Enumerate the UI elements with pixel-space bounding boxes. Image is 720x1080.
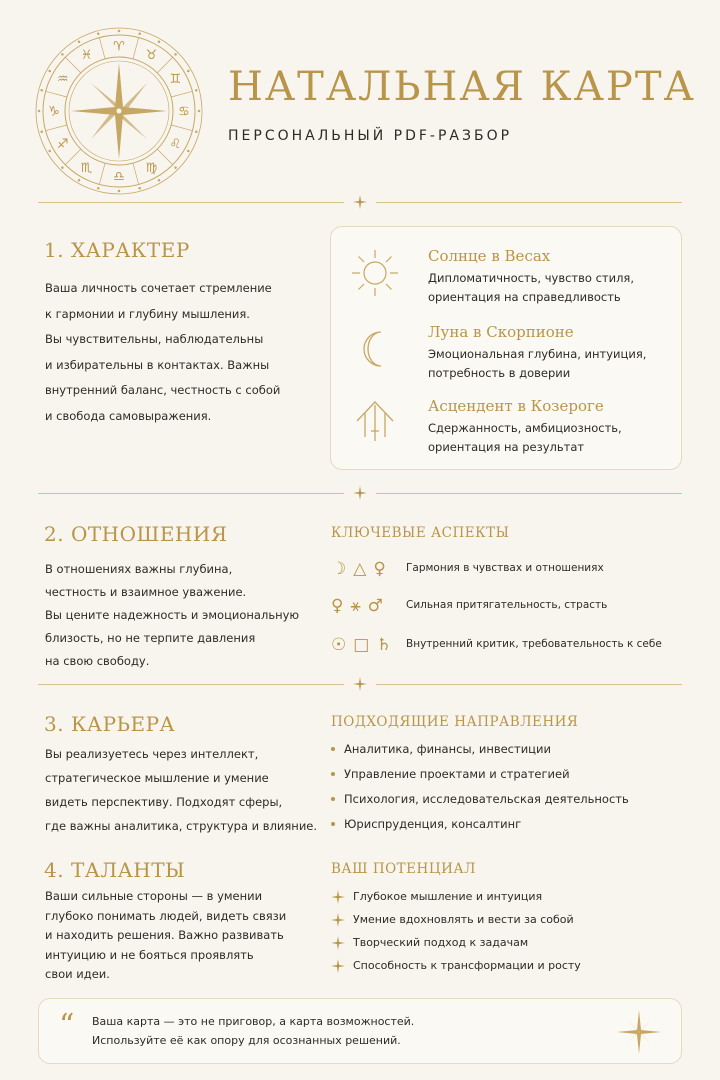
sparkle-icon <box>331 936 345 950</box>
placement-name: Солнце в Весах <box>428 247 551 265</box>
aspect-text: Внутренний критик, требовательность к себе <box>406 638 662 650</box>
character-title: 1. ХАРАКТЕР <box>44 238 190 262</box>
zodiac-sign-icon: ♑ <box>48 104 60 120</box>
placement-ascendant <box>331 397 683 461</box>
aspect-text: Сильная притягательность, страсть <box>406 599 608 611</box>
potential-list <box>331 889 581 981</box>
bullet-icon <box>331 822 335 826</box>
quote-box <box>38 998 682 1064</box>
placement-name: Асцендент в Козероге <box>428 397 604 415</box>
list-item: Управление проектами и стратегией <box>331 766 629 791</box>
placement-moon <box>331 323 683 387</box>
character-text: Ваша личность сочетает стремление к гармонии и глубину мышления. Вы чувствительны, наблюдательны и избирательны в контактах. Важны внутренний баланс, честность с собой и свобода самовыражения. <box>45 281 281 423</box>
career-title: 3. КАРЬЕРА <box>44 712 176 736</box>
bullet-icon <box>331 747 335 751</box>
aspect-symbols: ☽ △ ♀ <box>331 559 386 579</box>
aspect-row <box>331 634 683 656</box>
moon-icon <box>349 323 401 375</box>
zodiac-sign-icon: ♉ <box>145 48 158 64</box>
sparkle-icon <box>331 913 345 927</box>
zodiac-sign-icon: ♐ <box>56 137 69 152</box>
aspect-row <box>331 558 683 580</box>
placements-card <box>330 226 682 470</box>
section-divider <box>38 195 682 209</box>
talents-text: Ваши сильные стороны — в умении глубоко понимать людей, видеть связи и находить решения. Важно развивать интуицию и не бояться проявлять свои идеи. <box>45 889 287 981</box>
aspect-row <box>331 595 683 617</box>
placement-description: Сдержанность, амбициозность, ориентация на результат <box>428 421 622 454</box>
career-text: Вы реализуетесь через интеллект, стратегическое мышление и умение видеть перспективу. Подходят сферы, где важны аналитика, структура и влияние. <box>45 747 318 833</box>
list-item: Глубокое мышление и интуиция <box>331 889 581 912</box>
sun-icon <box>349 247 401 299</box>
placement-description: Дипломатичность, чувство стиля, ориентация на справедливость <box>428 271 635 304</box>
zodiac-sign-icon: ♒ <box>56 72 69 87</box>
bullet-icon <box>331 772 335 776</box>
ascendant-icon <box>349 397 401 449</box>
relationships-title: 2. ОТНОШЕНИЯ <box>44 522 228 546</box>
sparkle-icon <box>353 677 367 691</box>
zodiac-sign-icon: ♍ <box>145 160 158 176</box>
sparkle-icon <box>331 959 345 973</box>
zodiac-sign-icon: ♌ <box>169 137 182 152</box>
zodiac-sign-icon: ♏ <box>80 160 93 176</box>
aspect-symbols: ☉ □ ♄ <box>331 635 392 655</box>
zodiac-wheel-icon <box>34 26 204 196</box>
page-title: НАТАЛЬНАЯ КАРТА <box>228 64 696 110</box>
placement-name: Луна в Скорпионе <box>428 323 574 341</box>
sparkle-icon <box>353 195 367 209</box>
section-divider <box>38 486 682 500</box>
page-subtitle: ПЕРСОНАЛЬНЫЙ PDF-РАЗБОР <box>228 128 513 144</box>
list-item: Способность к трансформации и росту <box>331 958 581 981</box>
zodiac-sign-icon: ♊ <box>169 72 182 87</box>
directions-list <box>331 741 629 841</box>
section-divider <box>38 677 682 691</box>
aspects-title: КЛЮЧЕВЫЕ АСПЕКТЫ <box>331 525 510 541</box>
zodiac-sign-icon: ♋ <box>178 104 190 120</box>
placement-sun <box>331 247 683 311</box>
talents-title: 4. ТАЛАНТЫ <box>44 858 186 882</box>
list-item: Юриспруденция, консалтинг <box>331 816 629 841</box>
compass-star-icon <box>615 1008 663 1056</box>
list-item: Психология, исследовательская деятельность <box>331 791 629 816</box>
sparkle-icon <box>331 890 345 904</box>
zodiac-sign-icon: ♎ <box>113 169 125 185</box>
relationships-text: В отношениях важны глубина, честность и взаимное уважение. Вы цените надежность и эмоциональную близость, но не терпите давления на свою свободу. <box>45 562 300 668</box>
list-item: Аналитика, финансы, инвестиции <box>331 741 629 766</box>
list-item: Творческий подход к задачам <box>331 935 581 958</box>
directions-title: ПОДХОДЯЩИЕ НАПРАВЛЕНИЯ <box>331 714 579 730</box>
list-item: Умение вдохновлять и вести за собой <box>331 912 581 935</box>
sparkle-icon <box>353 486 367 500</box>
quote-icon: “ <box>59 1008 75 1043</box>
potential-title: ВАШ ПОТЕНЦИАЛ <box>331 861 476 877</box>
placement-description: Эмоциональная глубина, интуиция, потребность в доверии <box>428 347 647 380</box>
bullet-icon <box>331 797 335 801</box>
aspect-symbols: ♀ ⚹ ♂ <box>331 596 383 616</box>
aspect-text: Гармония в чувствах и отношениях <box>406 562 604 574</box>
zodiac-sign-icon: ♈ <box>113 39 125 55</box>
quote-text: Ваша карта — это не приговор, а карта возможностей. Используйте её как опору для осознанных решений. <box>92 1015 415 1047</box>
zodiac-sign-icon: ♓ <box>80 48 93 64</box>
